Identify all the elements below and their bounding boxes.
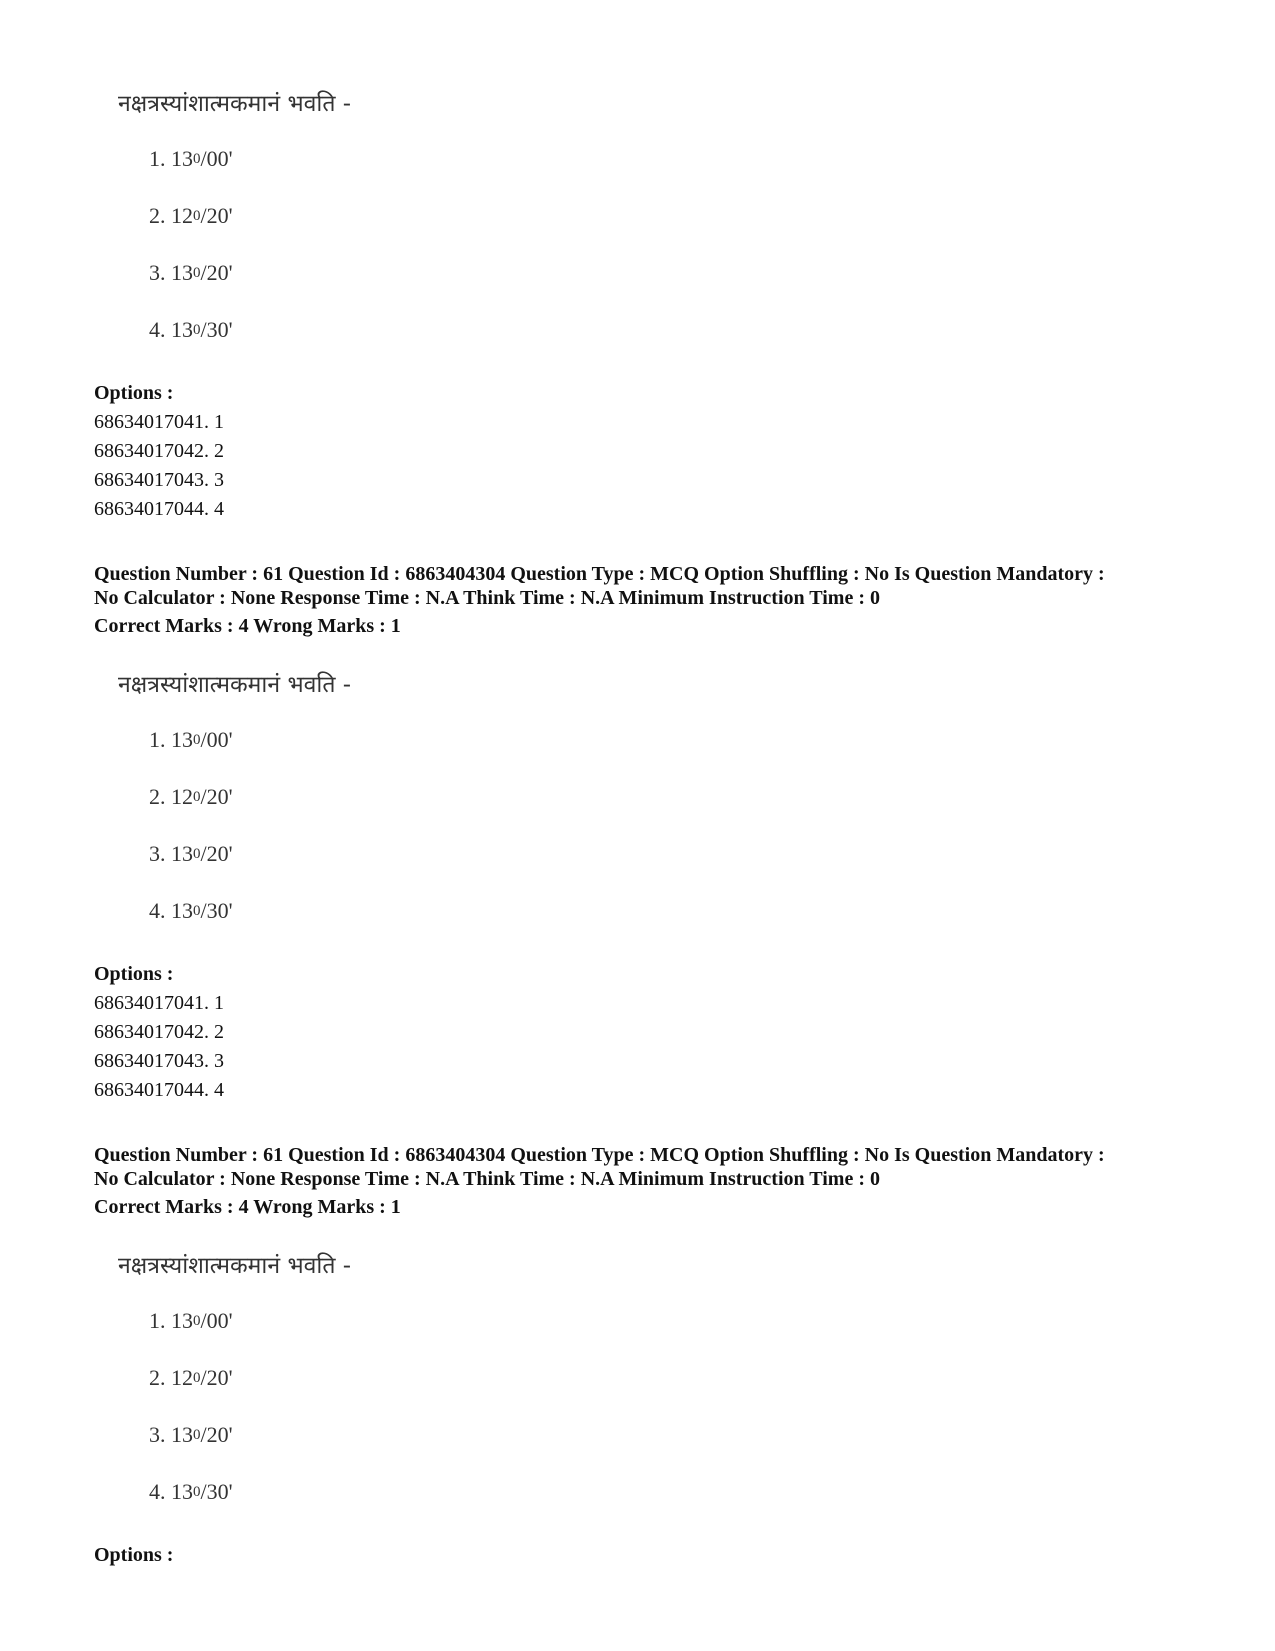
choice-number: 1. (149, 727, 166, 752)
choice-degree: 13 (171, 146, 193, 171)
choice-minutes: /20' (200, 260, 233, 285)
choice-number: 3. (149, 841, 166, 866)
choice-degree-sup: 0 (193, 1484, 201, 1500)
choice-item (149, 1479, 233, 1505)
choice-minutes: /00' (200, 727, 233, 752)
choice-minutes: /20' (200, 203, 233, 228)
choice-minutes: /20' (200, 1422, 233, 1447)
choice-degree: 12 (171, 203, 193, 228)
choice-number: 4. (149, 898, 166, 923)
choice-minutes: /00' (200, 1308, 233, 1333)
question-meta-line: Question Number : 61 Question Id : 6863404304 Question Type : MCQ Option Shuffling : No Is Question Mandatory : (94, 1144, 1105, 1166)
options-heading: Options : (94, 382, 174, 404)
choice-minutes: /20' (200, 841, 233, 866)
option-row: 68634017043. 3 (94, 469, 224, 491)
choice-minutes: /30' (200, 898, 233, 923)
choice-number: 1. (149, 146, 166, 171)
choice-degree-sup: 0 (193, 1370, 201, 1386)
choice-minutes: /30' (200, 1479, 233, 1504)
choice-item (149, 841, 233, 867)
choice-minutes: /20' (200, 1365, 233, 1390)
choice-number: 2. (149, 1365, 166, 1390)
choice-item (149, 260, 233, 286)
question-marks: Correct Marks : 4 Wrong Marks : 1 (94, 1196, 401, 1218)
question-marks: Correct Marks : 4 Wrong Marks : 1 (94, 615, 401, 637)
question-meta (94, 1143, 1204, 1191)
choice-item (149, 898, 233, 924)
choice-degree-sup: 0 (193, 1313, 201, 1329)
option-row: 68634017041. 1 (94, 992, 224, 1014)
options-heading: Options : (94, 963, 174, 985)
choice-degree: 13 (171, 1479, 193, 1504)
question-text: नक्षत्रस्यांशात्मकमानं भवति - (118, 1253, 352, 1279)
choice-degree: 13 (171, 317, 193, 342)
choice-degree-sup: 0 (193, 265, 201, 281)
option-row: 68634017043. 3 (94, 1050, 224, 1072)
choice-degree: 12 (171, 1365, 193, 1390)
choice-degree: 13 (171, 841, 193, 866)
choice-degree-sup: 0 (193, 789, 201, 805)
choice-degree: 13 (171, 727, 193, 752)
option-row: 68634017042. 2 (94, 440, 224, 462)
question-meta-line: No Calculator : None Response Time : N.A Think Time : N.A Minimum Instruction Time : 0 (94, 1168, 880, 1190)
choice-degree-sup: 0 (193, 322, 201, 338)
choice-item (149, 784, 233, 810)
choice-number: 4. (149, 1479, 166, 1504)
choice-degree-sup: 0 (193, 151, 201, 167)
choice-degree: 12 (171, 784, 193, 809)
question-meta-line: Question Number : 61 Question Id : 6863404304 Question Type : MCQ Option Shuffling : No Is Question Mandatory : (94, 563, 1105, 585)
choice-degree-sup: 0 (193, 846, 201, 862)
choice-item (149, 727, 233, 753)
choice-number: 3. (149, 260, 166, 285)
options-heading: Options : (94, 1544, 174, 1566)
choice-item (149, 1422, 233, 1448)
choice-item (149, 203, 233, 229)
question-text: नक्षत्रस्यांशात्मकमानं भवति - (118, 672, 352, 698)
question-meta-line: No Calculator : None Response Time : N.A Think Time : N.A Minimum Instruction Time : 0 (94, 587, 880, 609)
choice-degree-sup: 0 (193, 903, 201, 919)
choice-number: 4. (149, 317, 166, 342)
choice-item (149, 146, 233, 172)
choice-item (149, 1365, 233, 1391)
choice-number: 2. (149, 784, 166, 809)
option-row: 68634017041. 1 (94, 411, 224, 433)
choice-degree: 13 (171, 260, 193, 285)
choice-minutes: /00' (200, 146, 233, 171)
question-meta (94, 562, 1204, 610)
choice-degree-sup: 0 (193, 208, 201, 224)
choice-number: 2. (149, 203, 166, 228)
choice-degree-sup: 0 (193, 732, 201, 748)
option-row: 68634017044. 4 (94, 1079, 224, 1101)
choice-degree: 13 (171, 1422, 193, 1447)
choice-item (149, 1308, 233, 1334)
choice-item (149, 317, 233, 343)
choice-minutes: /30' (200, 317, 233, 342)
choice-number: 1. (149, 1308, 166, 1333)
choice-minutes: /20' (200, 784, 233, 809)
option-row: 68634017042. 2 (94, 1021, 224, 1043)
choice-degree-sup: 0 (193, 1427, 201, 1443)
question-text: नक्षत्रस्यांशात्मकमानं भवति - (118, 91, 352, 117)
choice-degree: 13 (171, 898, 193, 923)
option-row: 68634017044. 4 (94, 498, 224, 520)
choice-degree: 13 (171, 1308, 193, 1333)
choice-number: 3. (149, 1422, 166, 1447)
